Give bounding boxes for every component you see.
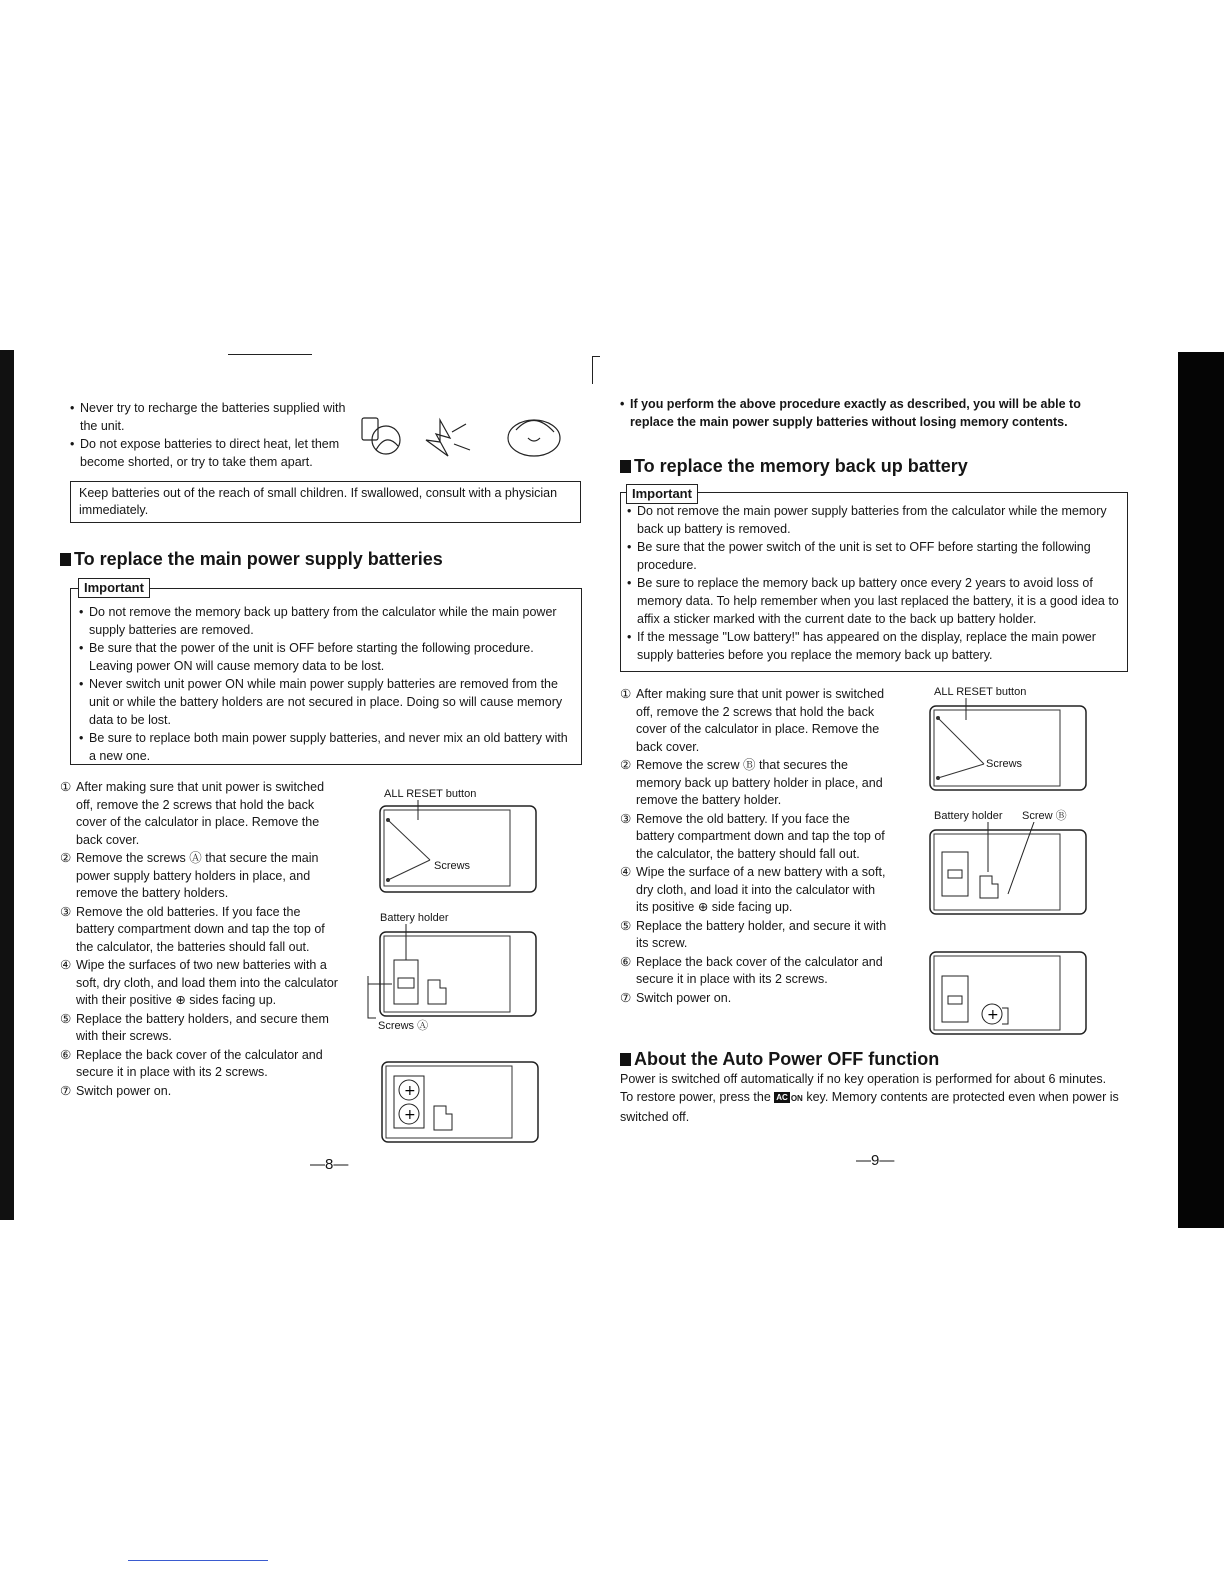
step-text: Remove the old battery. If you face the battery compartment down and tap the top of the calculator, the battery should fall out. bbox=[636, 811, 885, 861]
intro-text: • If you perform the above procedure exactly as described, you will be able to replace the main power supply batteries without losing memory contents. bbox=[620, 395, 1128, 431]
step-number: ③ bbox=[620, 811, 632, 826]
step-text: Wipe the surfaces of two new batteries with a soft, dry cloth, and load them into the calculator with their positive ⊕ sides facing up. bbox=[76, 958, 338, 1007]
step-item bbox=[620, 954, 888, 989]
step-item bbox=[620, 757, 888, 810]
batteries-installed-diagram bbox=[378, 1058, 542, 1146]
step-item bbox=[620, 864, 888, 917]
step-number: ⑥ bbox=[620, 954, 632, 969]
ac-on-key-sub: ON bbox=[790, 1094, 803, 1103]
section-title-text: To replace the main power supply batteries bbox=[74, 549, 443, 569]
step-number: ② bbox=[620, 758, 632, 772]
step-text: Wipe the surface of a new battery with a soft, dry cloth, and load it into the calculator with its positive ⊕ side facing up. bbox=[636, 865, 886, 914]
screw-b-label: Screw Ⓑ bbox=[1022, 810, 1067, 822]
important-box bbox=[620, 492, 1128, 672]
step-text: Replace the battery holder, and secure it with its screw. bbox=[636, 918, 887, 950]
backup-battery-steps bbox=[620, 686, 888, 1008]
step-number: ② bbox=[60, 851, 72, 865]
section-square-icon bbox=[60, 553, 71, 566]
step-text: Replace the back cover of the calculator and secure it in place with its 2 screws. bbox=[636, 954, 883, 986]
step-item bbox=[60, 779, 342, 849]
svg-text:+: + bbox=[404, 1083, 416, 1099]
battery-holder-label: Battery holder bbox=[934, 810, 1003, 822]
important-item: • Be sure to replace the memory back up battery once every 2 years to avoid loss of memory data. To help remember when you last replaced the battery, it is a good idea to affix a sticker marked with the current date to the back up battery holder. bbox=[627, 574, 1121, 628]
section-title-text: To replace the memory back up battery bbox=[634, 456, 968, 476]
step-number: ④ bbox=[60, 958, 72, 972]
section-square-icon bbox=[620, 460, 631, 473]
battery-warnings bbox=[70, 399, 352, 471]
important-list bbox=[627, 502, 1121, 664]
step-text: Switch power on. bbox=[636, 990, 732, 1005]
step-text: Remove the screws Ⓐ that secure the main power supply battery holders in place, and remove the battery holders. bbox=[76, 851, 319, 900]
important-label: Important bbox=[626, 484, 698, 504]
step-item bbox=[60, 1011, 342, 1046]
step-number: ⑦ bbox=[60, 1083, 72, 1098]
auto-power-line-2 bbox=[620, 1088, 1130, 1126]
battery-holder-diagram bbox=[366, 924, 542, 1024]
step-text: Replace the back cover of the calculator and secure it in place with its 2 screws. bbox=[76, 1047, 323, 1079]
auto-power-section-title bbox=[620, 1048, 939, 1070]
step-item bbox=[60, 904, 342, 957]
important-label: Important bbox=[78, 578, 150, 598]
screws-label: Screws bbox=[434, 860, 471, 872]
step-item bbox=[620, 918, 888, 953]
intro-note bbox=[620, 395, 1128, 431]
important-item: • If the message "Low battery!" has appeared on the display, replace the main power supply batteries before you replace the memory back up battery. bbox=[627, 628, 1121, 664]
step-item bbox=[60, 1047, 342, 1082]
step-item bbox=[60, 1083, 342, 1101]
step-item bbox=[60, 957, 342, 1010]
section-title-text: About the Auto Power OFF function bbox=[634, 1049, 940, 1069]
important-list bbox=[79, 603, 573, 765]
step-number: ⑤ bbox=[620, 918, 632, 933]
step-text: After making sure that unit power is switched off, remove the 2 screws that hold the back cover of the calculator in place. Remove the back cover. bbox=[636, 687, 885, 754]
page-number-8: —8— bbox=[310, 1156, 349, 1173]
screws-a-label: Screws Ⓐ bbox=[378, 1020, 429, 1032]
backup-battery-section-title bbox=[620, 455, 968, 477]
crop-mark-top-left bbox=[228, 354, 312, 355]
section-square-icon bbox=[620, 1053, 631, 1066]
important-item: • Never switch unit power ON while main power supply batteries are removed from the unit or while the battery holders are not secured in place. Doing so will cause memory data to be lost. bbox=[79, 675, 573, 729]
step-number: ④ bbox=[620, 865, 632, 879]
step-number: ① bbox=[620, 687, 632, 701]
svg-text:+: + bbox=[987, 1007, 999, 1023]
step-text: Remove the old batteries. If you face the battery compartment down and tap the top of the calculator, the batteries should fall out. bbox=[76, 904, 325, 954]
main-battery-section-title bbox=[60, 548, 443, 570]
step-number: ① bbox=[60, 780, 72, 794]
screws-label: Screws bbox=[986, 758, 1023, 770]
important-item: • Be sure to replace both main power supply batteries, and never mix an old battery with a new one. bbox=[79, 729, 573, 765]
battery-hazard-illustrations bbox=[356, 410, 568, 466]
auto-power-text-after-key: key. Memory contents are protected even when power is switched off. bbox=[620, 1090, 1119, 1124]
page-number-9: —9— bbox=[856, 1152, 895, 1169]
step-number: ⑤ bbox=[60, 1011, 72, 1026]
step-number: ⑥ bbox=[60, 1047, 72, 1062]
svg-text:+: + bbox=[404, 1107, 416, 1123]
step-number: ⑦ bbox=[620, 990, 632, 1005]
all-reset-label: ALL RESET button bbox=[934, 686, 1027, 698]
all-reset-label: ALL RESET button bbox=[384, 788, 477, 800]
step-text: Switch power on. bbox=[76, 1083, 172, 1098]
warning-item: • Never try to recharge the batteries supplied with the unit. bbox=[70, 399, 352, 435]
backup-battery-holder-diagram bbox=[926, 822, 1090, 918]
step-text: Replace the battery holders, and secure them with their screws. bbox=[76, 1011, 329, 1043]
important-item: • Be sure that the power switch of the unit is set to OFF before starting the following procedure. bbox=[627, 538, 1121, 574]
scan-edge-right bbox=[1178, 352, 1224, 1228]
step-text: Remove the screw Ⓑ that secures the memory back up battery holder in place, and remove the battery holder. bbox=[636, 758, 883, 807]
auto-power-text bbox=[620, 1070, 1130, 1126]
main-battery-steps bbox=[60, 779, 342, 1101]
step-item bbox=[620, 990, 888, 1008]
back-cover-diagram bbox=[376, 800, 540, 896]
crop-mark-center-tick bbox=[592, 356, 600, 357]
important-item: • Do not remove the main power supply batteries from the calculator while the memory back up battery is removed. bbox=[627, 502, 1121, 538]
warning-item: • Do not expose batteries to direct heat, let them become shorted, or try to take them apart. bbox=[70, 435, 352, 471]
step-item bbox=[620, 811, 888, 864]
auto-power-text-before-key: To restore power, press the bbox=[620, 1090, 771, 1104]
backup-battery-installed-diagram bbox=[926, 948, 1090, 1038]
battery-holder-label: Battery holder bbox=[380, 912, 449, 924]
ac-on-key-icon: AC bbox=[776, 1093, 788, 1102]
scan-edge-left bbox=[0, 350, 14, 1220]
back-cover-diagram bbox=[926, 698, 1090, 794]
step-number: ③ bbox=[60, 904, 72, 919]
auto-power-line-1: Power is switched off automatically if no key operation is performed for about 6 minutes. bbox=[620, 1072, 1107, 1086]
crop-mark-bottom bbox=[128, 1560, 268, 1561]
important-item: • Do not remove the memory back up battery from the calculator while the main power supply batteries are removed. bbox=[79, 603, 573, 639]
important-item: • Be sure that the power of the unit is OFF before starting the following procedure. Leaving power ON will cause memory data to be lost. bbox=[79, 639, 573, 675]
important-box bbox=[70, 588, 582, 765]
crop-mark-center-top bbox=[592, 356, 593, 384]
step-item bbox=[60, 850, 342, 903]
child-safety-warning: Keep batteries out of the reach of small children. If swallowed, consult with a physician immediately. bbox=[70, 481, 581, 523]
step-item bbox=[620, 686, 888, 756]
step-text: After making sure that unit power is switched off, remove the 2 screws that hold the back cover of the calculator in place. Remove the back cover. bbox=[76, 780, 325, 847]
